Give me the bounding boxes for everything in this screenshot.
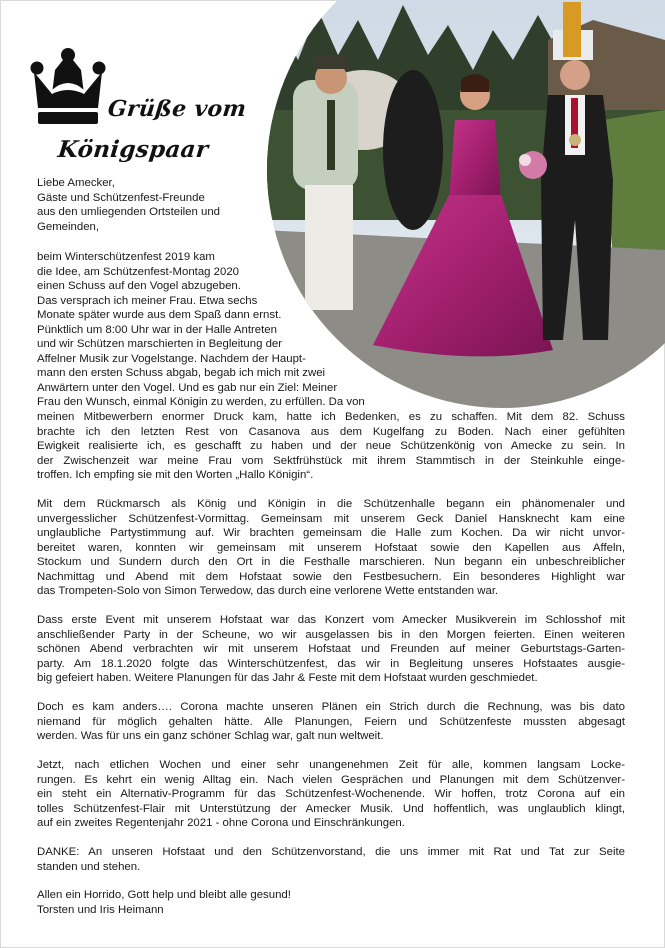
- salutation-block: [37, 176, 220, 234]
- text-line: mann den ersten Schuss abgab, begab ich mich mit zwei: [37, 367, 326, 379]
- text-line: ein steht ein Alternativ-Programm für das Schützenfest-Wochenende. Wir hoffen, trotz Corona auf ein: [37, 788, 625, 800]
- text-line: brachte ich den letzten Rest von Casanova aus dem Kugelfang zu Boden. Nach einer gefühlten: [37, 425, 625, 438]
- text-line: der Zwischenzeit war meine Frau vom Sektfrühstück mit ihrem Stammtisch in der Steinkuhle einge-: [37, 454, 625, 467]
- text-line: tolles Schützenfest-Flair mit Unterstützung der Amecker Musik. Und hoffentlich, was unglaublich klingt,: [37, 802, 625, 815]
- heading-line-1: Grüße vom: [106, 96, 248, 122]
- text-line: DANKE: An unseren Hofstaat und den Schützenvorstand, die uns immer mit Rat und Tat zur Seite: [37, 846, 625, 858]
- heading-line-2: Königspaar: [56, 136, 210, 163]
- text-line: party. Am 18.1.2020 folgte das Winterschützenfest, das wir in Begleitung unseres Hofstaates ausgie-: [37, 657, 625, 670]
- text-line: Pünktlich um 8:00 Uhr war in der Halle Antreten: [37, 323, 277, 336]
- text-line: die Idee, am Schützenfest-Montag 2020: [37, 265, 239, 278]
- text-line: Anwärtern unter den Vogel. Und es gab nur ein Ziel: Meiner: [37, 381, 338, 394]
- text-line: Frau den Wunsch, einmal Königin zu werden, zu erfüllen. Da von: [37, 396, 365, 408]
- intro-line: Gemeinden,: [37, 220, 100, 233]
- text-line: Das versprach ich meiner Frau. Etwa sechs: [37, 294, 258, 307]
- text-line: werden. Was für uns ein ganz schöner Schlag war, galt nun weltweit.: [37, 730, 384, 742]
- intro-line: aus den umliegenden Ortsteilen und: [37, 206, 221, 218]
- closing-block: [37, 888, 291, 917]
- text-line: Stockum und Sundern durch den Ort in die Festhalle marschieren. Nun begann ein unbeschreiblicher: [37, 556, 625, 568]
- text-line: unvergesslicher Schützenfest-Vormittag. Gemeinsam mit unserem Geck Daniel Hansknecht kam eine: [37, 512, 625, 525]
- text-line: beim Winterschützenfest 2019 kam: [37, 251, 215, 263]
- text-line: Doch es kam anders…. Corona machte unseren Plänen ein Strich durch die Rechnung, was bis dato: [37, 701, 625, 713]
- text-line: auf ein zweites Regentenjahr 2021 - ohne Corona und Einschränkungen.: [37, 817, 405, 829]
- text-line: troffen. Ich empfing sie mit den Worten „Hallo Königin“.: [37, 469, 314, 481]
- paragraph-5: [37, 758, 625, 831]
- text-line: anschließender Party in der Scheune, wo wir ausgelassen bis in den Morgen feierten. Einen weiteren: [37, 628, 625, 641]
- text-line: Nachmittag und Abend mit dem Hofstaat sowie den Festbesuchern. Ein besonderes Highlight war: [37, 570, 625, 583]
- text-line: rungen. Es kehrt ein wenig Alltag ein. Nach vielen Gesprächen und Planungen mit dem Schützenver-: [37, 773, 625, 786]
- text-line: standen und stehen.: [37, 860, 141, 873]
- intro-line: Gäste und Schützenfest-Freunde: [37, 191, 205, 204]
- text-line: Monate später wurde aus dem Spaß dann ernst.: [37, 309, 282, 321]
- paragraph-4: [37, 700, 625, 744]
- text-line: das Trompeten-Solo von Simon Terwedow, das durch eine verlorene Wette entstanden war.: [37, 585, 499, 597]
- text-line: meinen Mitbewerbern enormer Druck kam, hatte ich Bedenken, es zu schaffen. Mit dem 82. Schuss: [37, 411, 625, 423]
- text-line: Affelner Musik zur Vogelstange. Nachdem der Haupt-: [37, 352, 306, 365]
- text-line: Jetzt, nach etlichen Wochen und einer sehr unangenehmen Zeit für alle, kommen langsam Locke-: [37, 759, 625, 771]
- closing-line: Allen ein Horrido, Gott help und bleibt alle gesund!: [37, 889, 291, 901]
- text-line: unglaubliche Partystimmung auf. Wir brachten gemeinsam die Halle zum Kochen. Da wir nicht unvor-: [37, 527, 625, 539]
- text-line: Mit dem Rückmarsch als König und Königin in die Schützenhalle begann ein phänomenaler und: [37, 498, 625, 510]
- text-line: und wir Schützen marschierten in Begleitung der: [37, 338, 283, 350]
- paragraph-3: [37, 613, 625, 686]
- crown-icon: [28, 46, 108, 130]
- signature-names: Torsten und Iris Heimann: [37, 903, 164, 916]
- intro-line: Liebe Amecker,: [37, 177, 115, 189]
- paragraph-2: [37, 497, 625, 599]
- text-line: schönen Abend verbrachten wir mit unserem Hofstaat und Freunden auf meiner Geburtstags-Garten-: [37, 643, 625, 655]
- text-line: Dass erste Event mit unserem Hofstaat war das Konzert vom Amecker Musikverein im Schlosshof mit: [37, 614, 625, 626]
- text-line: Ewigkeit realisierte ich, es geschafft zu haben und der neue Schützenkönig von Amecke zu sein. In: [37, 440, 625, 452]
- text-line: niemand für möglich gehalten hätte. Alle Planungen, Feiern und Schützenfeste mussten abgesagt: [37, 715, 625, 728]
- text-line: bereitet waren, konnten wir gemeinsam mit unserem Hofstaat sowie den Kapellen aus Affeln,: [37, 541, 625, 554]
- paragraph-1-wrapped: [37, 250, 365, 410]
- text-line: einen Schuss auf den Vogel abzugeben.: [37, 280, 241, 292]
- paragraph-1-full: [37, 410, 625, 483]
- paragraph-6: [37, 845, 625, 874]
- text-line: big gefeiert haben. Weitere Planungen für das Jahr & Feste mit dem Hofstaat wurden geschmiedet.: [37, 672, 538, 684]
